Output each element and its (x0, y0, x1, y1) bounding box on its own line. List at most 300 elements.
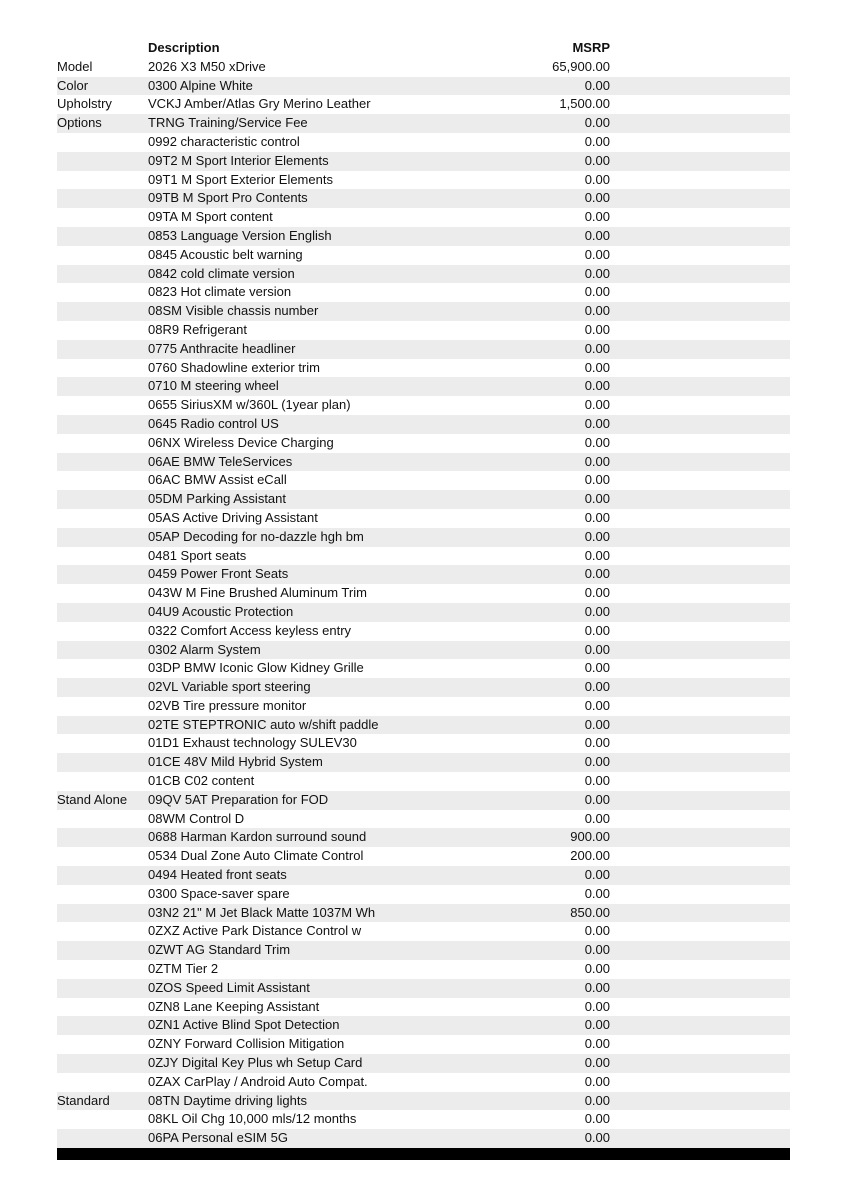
description-cell: 03N2 21" M Jet Black Matte 1037M Wh (148, 904, 513, 923)
description-cell: 0823 Hot climate version (148, 283, 513, 302)
msrp-cell: 0.00 (513, 1016, 610, 1035)
description-cell: 06AE BMW TeleServices (148, 453, 513, 472)
table-row (57, 734, 790, 753)
msrp-cell: 0.00 (513, 377, 610, 396)
spacer-cell (610, 77, 790, 96)
spacer-cell (610, 1016, 790, 1035)
spacer-cell (610, 509, 790, 528)
msrp-cell: 0.00 (513, 1073, 610, 1092)
category-cell: Color (57, 77, 148, 96)
msrp-cell: 1,500.00 (513, 95, 610, 114)
msrp-cell: 0.00 (513, 359, 610, 378)
category-cell (57, 509, 148, 528)
category-cell (57, 265, 148, 284)
description-cell: 2026 X3 M50 xDrive (148, 58, 513, 77)
spacer-cell (610, 302, 790, 321)
msrp-cell: 0.00 (513, 340, 610, 359)
table-row (57, 565, 790, 584)
category-cell (57, 415, 148, 434)
category-cell (57, 152, 148, 171)
category-cell (57, 1129, 148, 1148)
table-row (57, 772, 790, 791)
spacer-cell (610, 528, 790, 547)
category-cell (57, 960, 148, 979)
category-cell (57, 471, 148, 490)
msrp-cell: 0.00 (513, 1129, 610, 1148)
description-cell: 0992 characteristic control (148, 133, 513, 152)
table-row (57, 283, 790, 302)
msrp-cell: 0.00 (513, 772, 610, 791)
msrp-cell: 0.00 (513, 659, 610, 678)
header-row (57, 39, 790, 58)
spacer-cell (610, 828, 790, 847)
category-cell (57, 998, 148, 1017)
table-row (57, 377, 790, 396)
description-cell: 08SM Visible chassis number (148, 302, 513, 321)
table-row (57, 471, 790, 490)
description-cell: 0853 Language Version English (148, 227, 513, 246)
table-row (57, 95, 790, 114)
spacer-cell (610, 772, 790, 791)
msrp-cell: 0.00 (513, 753, 610, 772)
category-cell (57, 697, 148, 716)
msrp-cell: 0.00 (513, 471, 610, 490)
black-separator-row (57, 1148, 790, 1160)
spacer-cell (610, 791, 790, 810)
spacer-cell (610, 246, 790, 265)
category-cell (57, 547, 148, 566)
spacer-cell (610, 1035, 790, 1054)
table-row (57, 246, 790, 265)
table-row (57, 509, 790, 528)
spacer-cell (610, 359, 790, 378)
category-cell (57, 227, 148, 246)
description-cell: 01D1 Exhaust technology SULEV30 (148, 734, 513, 753)
category-cell (57, 622, 148, 641)
table-row (57, 716, 790, 735)
table-row (57, 922, 790, 941)
table-row (57, 490, 790, 509)
description-cell: TRNG Training/Service Fee (148, 114, 513, 133)
category-cell (57, 716, 148, 735)
spacer-cell (610, 866, 790, 885)
description-cell: 0322 Comfort Access keyless entry (148, 622, 513, 641)
category-cell (57, 377, 148, 396)
description-cell: 0ZNY Forward Collision Mitigation (148, 1035, 513, 1054)
msrp-cell: 0.00 (513, 998, 610, 1017)
spacer-cell (610, 603, 790, 622)
table-row (57, 1016, 790, 1035)
description-cell: 0ZOS Speed Limit Assistant (148, 979, 513, 998)
description-cell: 09T1 M Sport Exterior Elements (148, 171, 513, 190)
category-cell: Options (57, 114, 148, 133)
description-cell: 0688 Harman Kardon surround sound (148, 828, 513, 847)
msrp-cell: 0.00 (513, 622, 610, 641)
description-cell: 08TN Daytime driving lights (148, 1092, 513, 1111)
msrp-cell: 0.00 (513, 152, 610, 171)
category-cell (57, 678, 148, 697)
table-row (57, 321, 790, 340)
spacer-cell (610, 922, 790, 941)
msrp-cell: 850.00 (513, 904, 610, 923)
category-cell (57, 453, 148, 472)
description-cell: 0655 SiriusXM w/360L (1year plan) (148, 396, 513, 415)
spacer-cell (610, 716, 790, 735)
msrp-cell: 0.00 (513, 114, 610, 133)
description-cell: 0ZAX CarPlay / Android Auto Compat. (148, 1073, 513, 1092)
spacer-cell (610, 171, 790, 190)
msrp-cell: 900.00 (513, 828, 610, 847)
msrp-cell: 0.00 (513, 509, 610, 528)
spacer-cell (610, 1054, 790, 1073)
msrp-cell: 0.00 (513, 603, 610, 622)
description-cell: 0ZN8 Lane Keeping Assistant (148, 998, 513, 1017)
spacer-cell (610, 396, 790, 415)
spacer-cell (610, 95, 790, 114)
msrp-cell: 200.00 (513, 847, 610, 866)
msrp-cell: 0.00 (513, 434, 610, 453)
table-footer (57, 1148, 790, 1160)
table-row (57, 753, 790, 772)
description-cell: 02VB Tire pressure monitor (148, 697, 513, 716)
category-cell: Standard (57, 1092, 148, 1111)
table-row (57, 396, 790, 415)
category-cell (57, 359, 148, 378)
msrp-cell: 0.00 (513, 922, 610, 941)
spacer-cell (610, 678, 790, 697)
msrp-cell: 0.00 (513, 321, 610, 340)
description-cell: 0ZTM Tier 2 (148, 960, 513, 979)
table-row (57, 227, 790, 246)
spacer-cell (610, 58, 790, 77)
description-cell: 05AP Decoding for no-dazzle hgh bm (148, 528, 513, 547)
msrp-cell: 0.00 (513, 678, 610, 697)
table-row (57, 77, 790, 96)
table-row (57, 340, 790, 359)
category-cell (57, 1110, 148, 1129)
msrp-cell: 0.00 (513, 490, 610, 509)
spacer-cell (610, 265, 790, 284)
category-cell (57, 584, 148, 603)
description-cell: 0842 cold climate version (148, 265, 513, 284)
spacer-cell (610, 1073, 790, 1092)
description-cell: 08KL Oil Chg 10,000 mls/12 months (148, 1110, 513, 1129)
description-cell: 0ZN1 Active Blind Spot Detection (148, 1016, 513, 1035)
msrp-cell: 0.00 (513, 133, 610, 152)
table-row (57, 622, 790, 641)
table-row (57, 114, 790, 133)
category-cell (57, 1054, 148, 1073)
table-header (57, 39, 790, 58)
msrp-cell: 65,900.00 (513, 58, 610, 77)
table-row (57, 1035, 790, 1054)
spacer-cell (610, 415, 790, 434)
category-cell: Model (57, 58, 148, 77)
table-body (57, 58, 790, 1148)
table-row (57, 415, 790, 434)
table-row (57, 847, 790, 866)
spacer-cell (610, 960, 790, 979)
table-row (57, 1110, 790, 1129)
category-cell (57, 208, 148, 227)
category-cell (57, 885, 148, 904)
msrp-cell: 0.00 (513, 208, 610, 227)
table-row (57, 1054, 790, 1073)
spacer-cell (610, 659, 790, 678)
table-row (57, 941, 790, 960)
category-cell (57, 904, 148, 923)
table-row (57, 1129, 790, 1148)
msrp-cell: 0.00 (513, 396, 610, 415)
msrp-cell: 0.00 (513, 697, 610, 716)
spacer-cell (610, 208, 790, 227)
category-cell (57, 641, 148, 660)
category-cell (57, 979, 148, 998)
table-row (57, 659, 790, 678)
description-cell: 0ZWT AG Standard Trim (148, 941, 513, 960)
category-cell (57, 659, 148, 678)
table-row (57, 998, 790, 1017)
spacer-cell (610, 998, 790, 1017)
table-row (57, 528, 790, 547)
column-header-category (57, 39, 148, 58)
spacer-cell (610, 321, 790, 340)
spacer-cell (610, 847, 790, 866)
spacer-cell (610, 283, 790, 302)
msrp-cell: 0.00 (513, 791, 610, 810)
black-separator-bar (57, 1148, 790, 1160)
column-header-description: Description (148, 39, 513, 58)
spacer-cell (610, 340, 790, 359)
column-header-msrp: MSRP (513, 39, 610, 58)
msrp-cell: 0.00 (513, 1092, 610, 1111)
category-cell (57, 246, 148, 265)
category-cell (57, 490, 148, 509)
spacer-cell (610, 1092, 790, 1111)
category-cell (57, 321, 148, 340)
spacer-cell (610, 434, 790, 453)
msrp-cell: 0.00 (513, 189, 610, 208)
description-cell: 09TA M Sport content (148, 208, 513, 227)
msrp-cell: 0.00 (513, 528, 610, 547)
msrp-cell: 0.00 (513, 283, 610, 302)
category-cell (57, 1016, 148, 1035)
spacer-cell (610, 133, 790, 152)
spacer-cell (610, 697, 790, 716)
description-cell: 0481 Sport seats (148, 547, 513, 566)
spacer-cell (610, 904, 790, 923)
table-row (57, 885, 790, 904)
category-cell (57, 189, 148, 208)
msrp-cell: 0.00 (513, 716, 610, 735)
msrp-cell: 0.00 (513, 960, 610, 979)
spacer-cell (610, 1129, 790, 1148)
description-cell: 03DP BMW Iconic Glow Kidney Grille (148, 659, 513, 678)
msrp-cell: 0.00 (513, 227, 610, 246)
description-cell: 02VL Variable sport steering (148, 678, 513, 697)
category-cell (57, 434, 148, 453)
spacer-cell (610, 453, 790, 472)
description-cell: 09TB M Sport Pro Contents (148, 189, 513, 208)
category-cell (57, 133, 148, 152)
category-cell (57, 941, 148, 960)
table-row (57, 208, 790, 227)
table-row (57, 979, 790, 998)
spacer-cell (610, 641, 790, 660)
msrp-cell: 0.00 (513, 77, 610, 96)
table-row (57, 904, 790, 923)
spacer-cell (610, 490, 790, 509)
msrp-cell: 0.00 (513, 885, 610, 904)
spacer-cell (610, 377, 790, 396)
description-cell: 0459 Power Front Seats (148, 565, 513, 584)
table-row (57, 584, 790, 603)
spacer-cell (610, 565, 790, 584)
spacer-cell (610, 979, 790, 998)
category-cell (57, 866, 148, 885)
category-cell (57, 810, 148, 829)
category-cell (57, 603, 148, 622)
column-header-spacer (610, 39, 790, 58)
spacer-cell (610, 189, 790, 208)
table-row (57, 791, 790, 810)
table-row (57, 189, 790, 208)
spacer-cell (610, 810, 790, 829)
msrp-cell: 0.00 (513, 1110, 610, 1129)
msrp-cell: 0.00 (513, 584, 610, 603)
description-cell: 05AS Active Driving Assistant (148, 509, 513, 528)
table-row (57, 265, 790, 284)
spacer-cell (610, 941, 790, 960)
msrp-cell: 0.00 (513, 453, 610, 472)
description-cell: 0645 Radio control US (148, 415, 513, 434)
table-row (57, 547, 790, 566)
table-row (57, 1092, 790, 1111)
description-cell: 09T2 M Sport Interior Elements (148, 152, 513, 171)
category-cell (57, 772, 148, 791)
description-cell: 0710 M steering wheel (148, 377, 513, 396)
description-cell: 0775 Anthracite headliner (148, 340, 513, 359)
category-cell (57, 565, 148, 584)
msrp-cell: 0.00 (513, 810, 610, 829)
description-cell: VCKJ Amber/Atlas Gry Merino Leather (148, 95, 513, 114)
spacer-cell (610, 584, 790, 603)
spacer-cell (610, 885, 790, 904)
msrp-cell: 0.00 (513, 734, 610, 753)
msrp-cell: 0.00 (513, 302, 610, 321)
category-cell (57, 396, 148, 415)
category-cell: Stand Alone (57, 791, 148, 810)
table-row (57, 866, 790, 885)
spacer-cell (610, 471, 790, 490)
msrp-cell: 0.00 (513, 415, 610, 434)
description-cell: 0300 Space-saver spare (148, 885, 513, 904)
description-cell: 09QV 5AT Preparation for FOD (148, 791, 513, 810)
table-row (57, 828, 790, 847)
description-cell: 06NX Wireless Device Charging (148, 434, 513, 453)
category-cell (57, 847, 148, 866)
msrp-cell: 0.00 (513, 941, 610, 960)
description-cell: 0845 Acoustic belt warning (148, 246, 513, 265)
table-row (57, 434, 790, 453)
description-cell: 0302 Alarm System (148, 641, 513, 660)
category-cell (57, 302, 148, 321)
category-cell (57, 340, 148, 359)
msrp-cell: 0.00 (513, 641, 610, 660)
category-cell (57, 1035, 148, 1054)
category-cell (57, 171, 148, 190)
category-cell (57, 922, 148, 941)
table-row (57, 810, 790, 829)
table-row (57, 1073, 790, 1092)
description-cell: 01CB C02 content (148, 772, 513, 791)
description-cell: 0ZJY Digital Key Plus wh Setup Card (148, 1054, 513, 1073)
category-cell (57, 1073, 148, 1092)
description-cell: 0300 Alpine White (148, 77, 513, 96)
spacer-cell (610, 227, 790, 246)
table-row (57, 152, 790, 171)
description-cell: 05DM Parking Assistant (148, 490, 513, 509)
description-cell: 04U9 Acoustic Protection (148, 603, 513, 622)
table-row (57, 697, 790, 716)
category-cell (57, 734, 148, 753)
category-cell (57, 828, 148, 847)
category-cell (57, 283, 148, 302)
msrp-cell: 0.00 (513, 1035, 610, 1054)
spacer-cell (610, 734, 790, 753)
description-cell: 0760 Shadowline exterior trim (148, 359, 513, 378)
msrp-cell: 0.00 (513, 979, 610, 998)
spacer-cell (610, 547, 790, 566)
table-row (57, 960, 790, 979)
msrp-cell: 0.00 (513, 547, 610, 566)
description-cell: 08R9 Refrigerant (148, 321, 513, 340)
table-row (57, 603, 790, 622)
table-row (57, 641, 790, 660)
description-cell: 043W M Fine Brushed Aluminum Trim (148, 584, 513, 603)
msrp-cell: 0.00 (513, 171, 610, 190)
description-cell: 0ZXZ Active Park Distance Control w (148, 922, 513, 941)
description-cell: 06AC BMW Assist eCall (148, 471, 513, 490)
spacer-cell (610, 114, 790, 133)
description-cell: 0534 Dual Zone Auto Climate Control (148, 847, 513, 866)
msrp-cell: 0.00 (513, 565, 610, 584)
description-cell: 01CE 48V Mild Hybrid System (148, 753, 513, 772)
table-row (57, 302, 790, 321)
table-row (57, 58, 790, 77)
spacer-cell (610, 622, 790, 641)
spacer-cell (610, 753, 790, 772)
table-row (57, 133, 790, 152)
category-cell: Upholstry (57, 95, 148, 114)
spacer-cell (610, 152, 790, 171)
description-cell: 08WM Control D (148, 810, 513, 829)
msrp-cell: 0.00 (513, 265, 610, 284)
table-row (57, 453, 790, 472)
table-row (57, 678, 790, 697)
msrp-cell: 0.00 (513, 866, 610, 885)
description-cell: 02TE STEPTRONIC auto w/shift paddle (148, 716, 513, 735)
spacer-cell (610, 1110, 790, 1129)
msrp-cell: 0.00 (513, 1054, 610, 1073)
msrp-cell: 0.00 (513, 246, 610, 265)
table-row (57, 171, 790, 190)
description-cell: 0494 Heated front seats (148, 866, 513, 885)
description-cell: 06PA Personal eSIM 5G (148, 1129, 513, 1148)
table-row (57, 359, 790, 378)
category-cell (57, 528, 148, 547)
category-cell (57, 753, 148, 772)
